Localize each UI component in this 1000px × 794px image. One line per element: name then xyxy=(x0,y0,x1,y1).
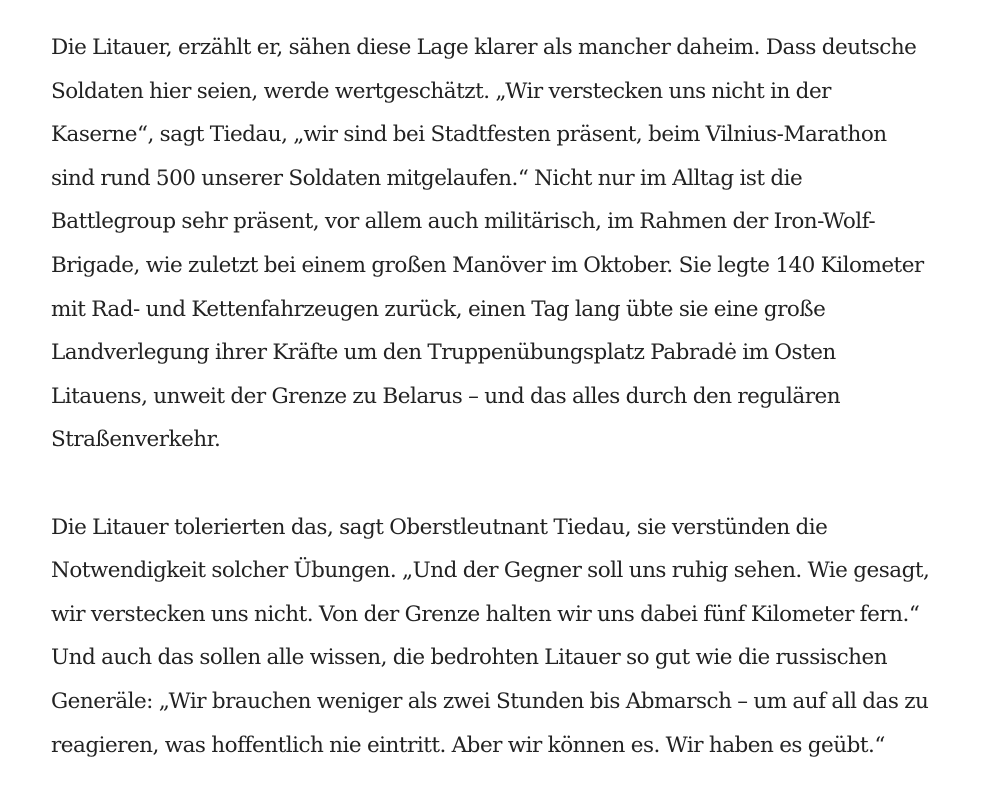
text-line: Die Litauer tolerierten das, sagt Oberstleutnant Tiedau, sie verstünden die xyxy=(51,514,828,540)
text-line: sind rund 500 unserer Soldaten mitgelaufen.“ Nicht nur im Alltag ist die xyxy=(51,165,803,191)
text-line: wir verstecken uns nicht. Von der Grenze halten wir uns dabei fünf Kilometer fern.“ xyxy=(51,601,920,627)
article-paragraph-1 xyxy=(51,26,971,462)
text-line: Kaserne“, sagt Tiedau, „wir sind bei Stadtfesten präsent, beim Vilnius-Marathon xyxy=(51,122,887,148)
text-line: Brigade, wie zuletzt bei einem großen Manöver im Oktober. Sie legte 140 Kilometer xyxy=(51,252,924,278)
text-line: Notwendigkeit solcher Übungen. „Und der Gegner soll uns ruhig sehen. Wie gesagt, xyxy=(51,558,930,584)
text-line: Battlegroup sehr präsent, vor allem auch militärisch, im Rahmen der Iron-Wolf- xyxy=(51,209,876,235)
paragraph-spacer xyxy=(51,462,971,506)
text-line: Und auch das sollen alle wissen, die bedrohten Litauer so gut wie die russischen xyxy=(51,645,888,671)
text-line: Generäle: „Wir brauchen weniger als zwei Stunden bis Abmarsch – um auf all das zu xyxy=(51,688,929,714)
text-line: Soldaten hier seien, werde wertgeschätzt. „Wir verstecken uns nicht in der xyxy=(51,78,831,104)
text-line: Die Litauer, erzählt er, sähen diese Lage klarer als mancher daheim. Dass deutsche xyxy=(51,35,917,60)
text-line: Straßenverkehr. xyxy=(51,427,221,453)
text-line: mit Rad- und Kettenfahrzeugen zurück, einen Tag lang übte sie eine große xyxy=(51,296,826,322)
text-line: Landverlegung ihrer Kräfte um den Truppenübungsplatz Pabradė im Osten xyxy=(51,340,836,366)
text-line: Litauens, unweit der Grenze zu Belarus – und das alles durch den regulären xyxy=(51,383,841,409)
article-paragraph-2 xyxy=(51,506,971,768)
text-line: reagieren, was hoffentlich nie eintritt. Aber wir können es. Wir haben es geübt.“ xyxy=(51,732,885,758)
article-body xyxy=(51,26,971,767)
